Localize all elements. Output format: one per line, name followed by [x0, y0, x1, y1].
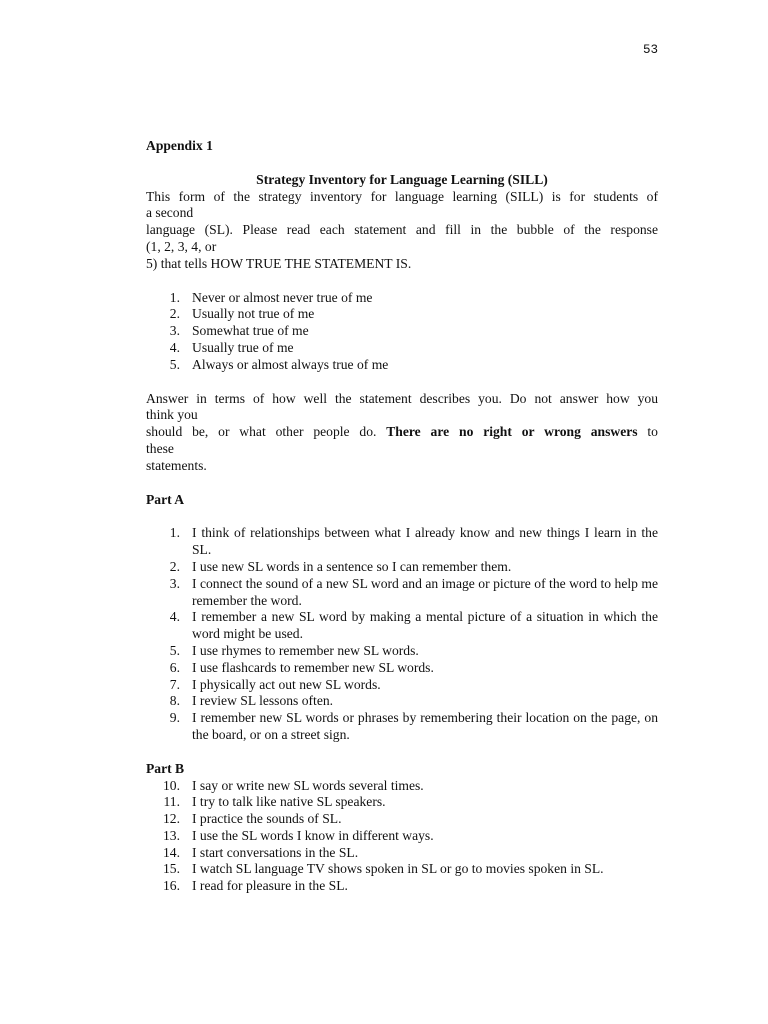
- scale-number: 5.: [169, 356, 180, 372]
- list-item: [146, 660, 658, 677]
- scale-item: [146, 306, 658, 323]
- item-text: I watch SL language TV shows spoken in SL or go to movies spoken in SL.: [192, 861, 604, 877]
- part-a-heading: Part A: [146, 491, 185, 507]
- item-number: 2.: [169, 558, 180, 574]
- part-b-list: [146, 778, 658, 896]
- response-scale-list: [146, 290, 658, 374]
- answer-line: statements.: [146, 457, 207, 473]
- item-number: 5.: [169, 642, 180, 658]
- item-number: 4.: [169, 609, 180, 625]
- item-number: 9.: [169, 710, 180, 726]
- item-number: 12.: [163, 811, 180, 827]
- answer-line: Answer in terms of how well the statement describes you. Do not answer how you: [146, 390, 658, 406]
- item-number: 15.: [163, 861, 180, 877]
- answer-emphasis: There are no right or wrong answers: [386, 424, 638, 440]
- answer-instructions: [146, 391, 658, 475]
- scale-item: [146, 290, 658, 307]
- intro-paragraph: [146, 189, 658, 273]
- part-b-heading: Part B: [146, 760, 185, 776]
- item-number: 14.: [163, 844, 180, 860]
- list-item: [146, 861, 658, 878]
- item-number: 8.: [169, 693, 180, 709]
- scale-item: [146, 357, 658, 374]
- scale-text: Usually true of me: [192, 339, 294, 355]
- item-text: I practice the sounds of SL.: [192, 811, 342, 827]
- intro-line: language (SL). Please read each statement and fill in the bubble of the response: [146, 222, 658, 238]
- answer-line: [146, 424, 658, 441]
- list-item: [146, 677, 658, 694]
- item-number: 10.: [163, 777, 180, 793]
- list-item: [146, 845, 658, 862]
- item-number: 11.: [163, 794, 180, 810]
- item-text: I use the SL words I know in different ways.: [192, 827, 434, 843]
- list-item: [146, 878, 658, 895]
- list-item: [146, 693, 658, 710]
- list-item: [146, 525, 658, 559]
- item-number: 6.: [169, 659, 180, 675]
- item-text: I think of relationships between what I already know and new things I learn in the SL.: [192, 525, 658, 558]
- item-text: I read for pleasure in the SL.: [192, 878, 348, 894]
- item-number: 1.: [169, 525, 180, 541]
- item-text: I connect the sound of a new SL word and an image or picture of the word to help me remember the word.: [192, 575, 658, 608]
- answer-text: to: [637, 424, 658, 440]
- scale-text: Never or almost never true of me: [192, 289, 373, 305]
- page-number: 53: [642, 43, 658, 57]
- item-text: I remember new SL words or phrases by remembering their location on the page, on the board, or on a street sign.: [192, 710, 658, 742]
- list-item: [146, 643, 658, 660]
- list-item: [146, 609, 658, 643]
- item-number: 3.: [169, 575, 180, 591]
- answer-text: should be, or what other people do.: [146, 424, 387, 440]
- item-text: I say or write new SL words several times.: [192, 777, 424, 793]
- document-body: [146, 138, 658, 895]
- scale-number: 2.: [169, 306, 180, 322]
- list-item: [146, 576, 658, 610]
- document-title: Strategy Inventory for Language Learning (SILL): [256, 171, 548, 187]
- item-text: I use new SL words in a sentence so I can remember them.: [192, 558, 512, 574]
- item-text: I use flashcards to remember new SL words.: [192, 659, 434, 675]
- list-item: [146, 811, 658, 828]
- list-item: [146, 710, 658, 744]
- intro-line: This form of the strategy inventory for language learning (SILL) is for students of: [146, 188, 658, 204]
- list-item: [146, 794, 658, 811]
- scale-item: [146, 340, 658, 357]
- scale-text: Always or almost always true of me: [192, 356, 389, 372]
- item-text: I remember a new SL word by making a mental picture of a situation in which the word might be used.: [192, 609, 658, 642]
- scale-item: [146, 323, 658, 340]
- scale-number: 3.: [169, 323, 180, 339]
- item-text: I try to talk like native SL speakers.: [192, 794, 386, 810]
- scale-number: 4.: [169, 339, 180, 355]
- answer-line: think you: [146, 407, 198, 423]
- item-text: I review SL lessons often.: [192, 693, 334, 709]
- intro-line: a second: [146, 205, 194, 221]
- part-a-list: [146, 525, 658, 743]
- list-item: [146, 778, 658, 795]
- item-text: I physically act out new SL words.: [192, 676, 381, 692]
- list-item: [146, 559, 658, 576]
- list-item: [146, 828, 658, 845]
- intro-line: (1, 2, 3, 4, or: [146, 238, 217, 254]
- item-number: 16.: [163, 878, 180, 894]
- item-number: 13.: [163, 827, 180, 843]
- scale-number: 1.: [169, 289, 180, 305]
- item-text: I use rhymes to remember new SL words.: [192, 642, 419, 658]
- intro-line: 5) that tells HOW TRUE THE STATEMENT IS.: [146, 255, 412, 271]
- appendix-title: Appendix 1: [146, 138, 213, 153]
- item-text: I start conversations in the SL.: [192, 844, 359, 860]
- scale-text: Somewhat true of me: [192, 323, 309, 339]
- scale-text: Usually not true of me: [192, 306, 315, 322]
- answer-line: these: [146, 440, 174, 456]
- item-number: 7.: [169, 676, 180, 692]
